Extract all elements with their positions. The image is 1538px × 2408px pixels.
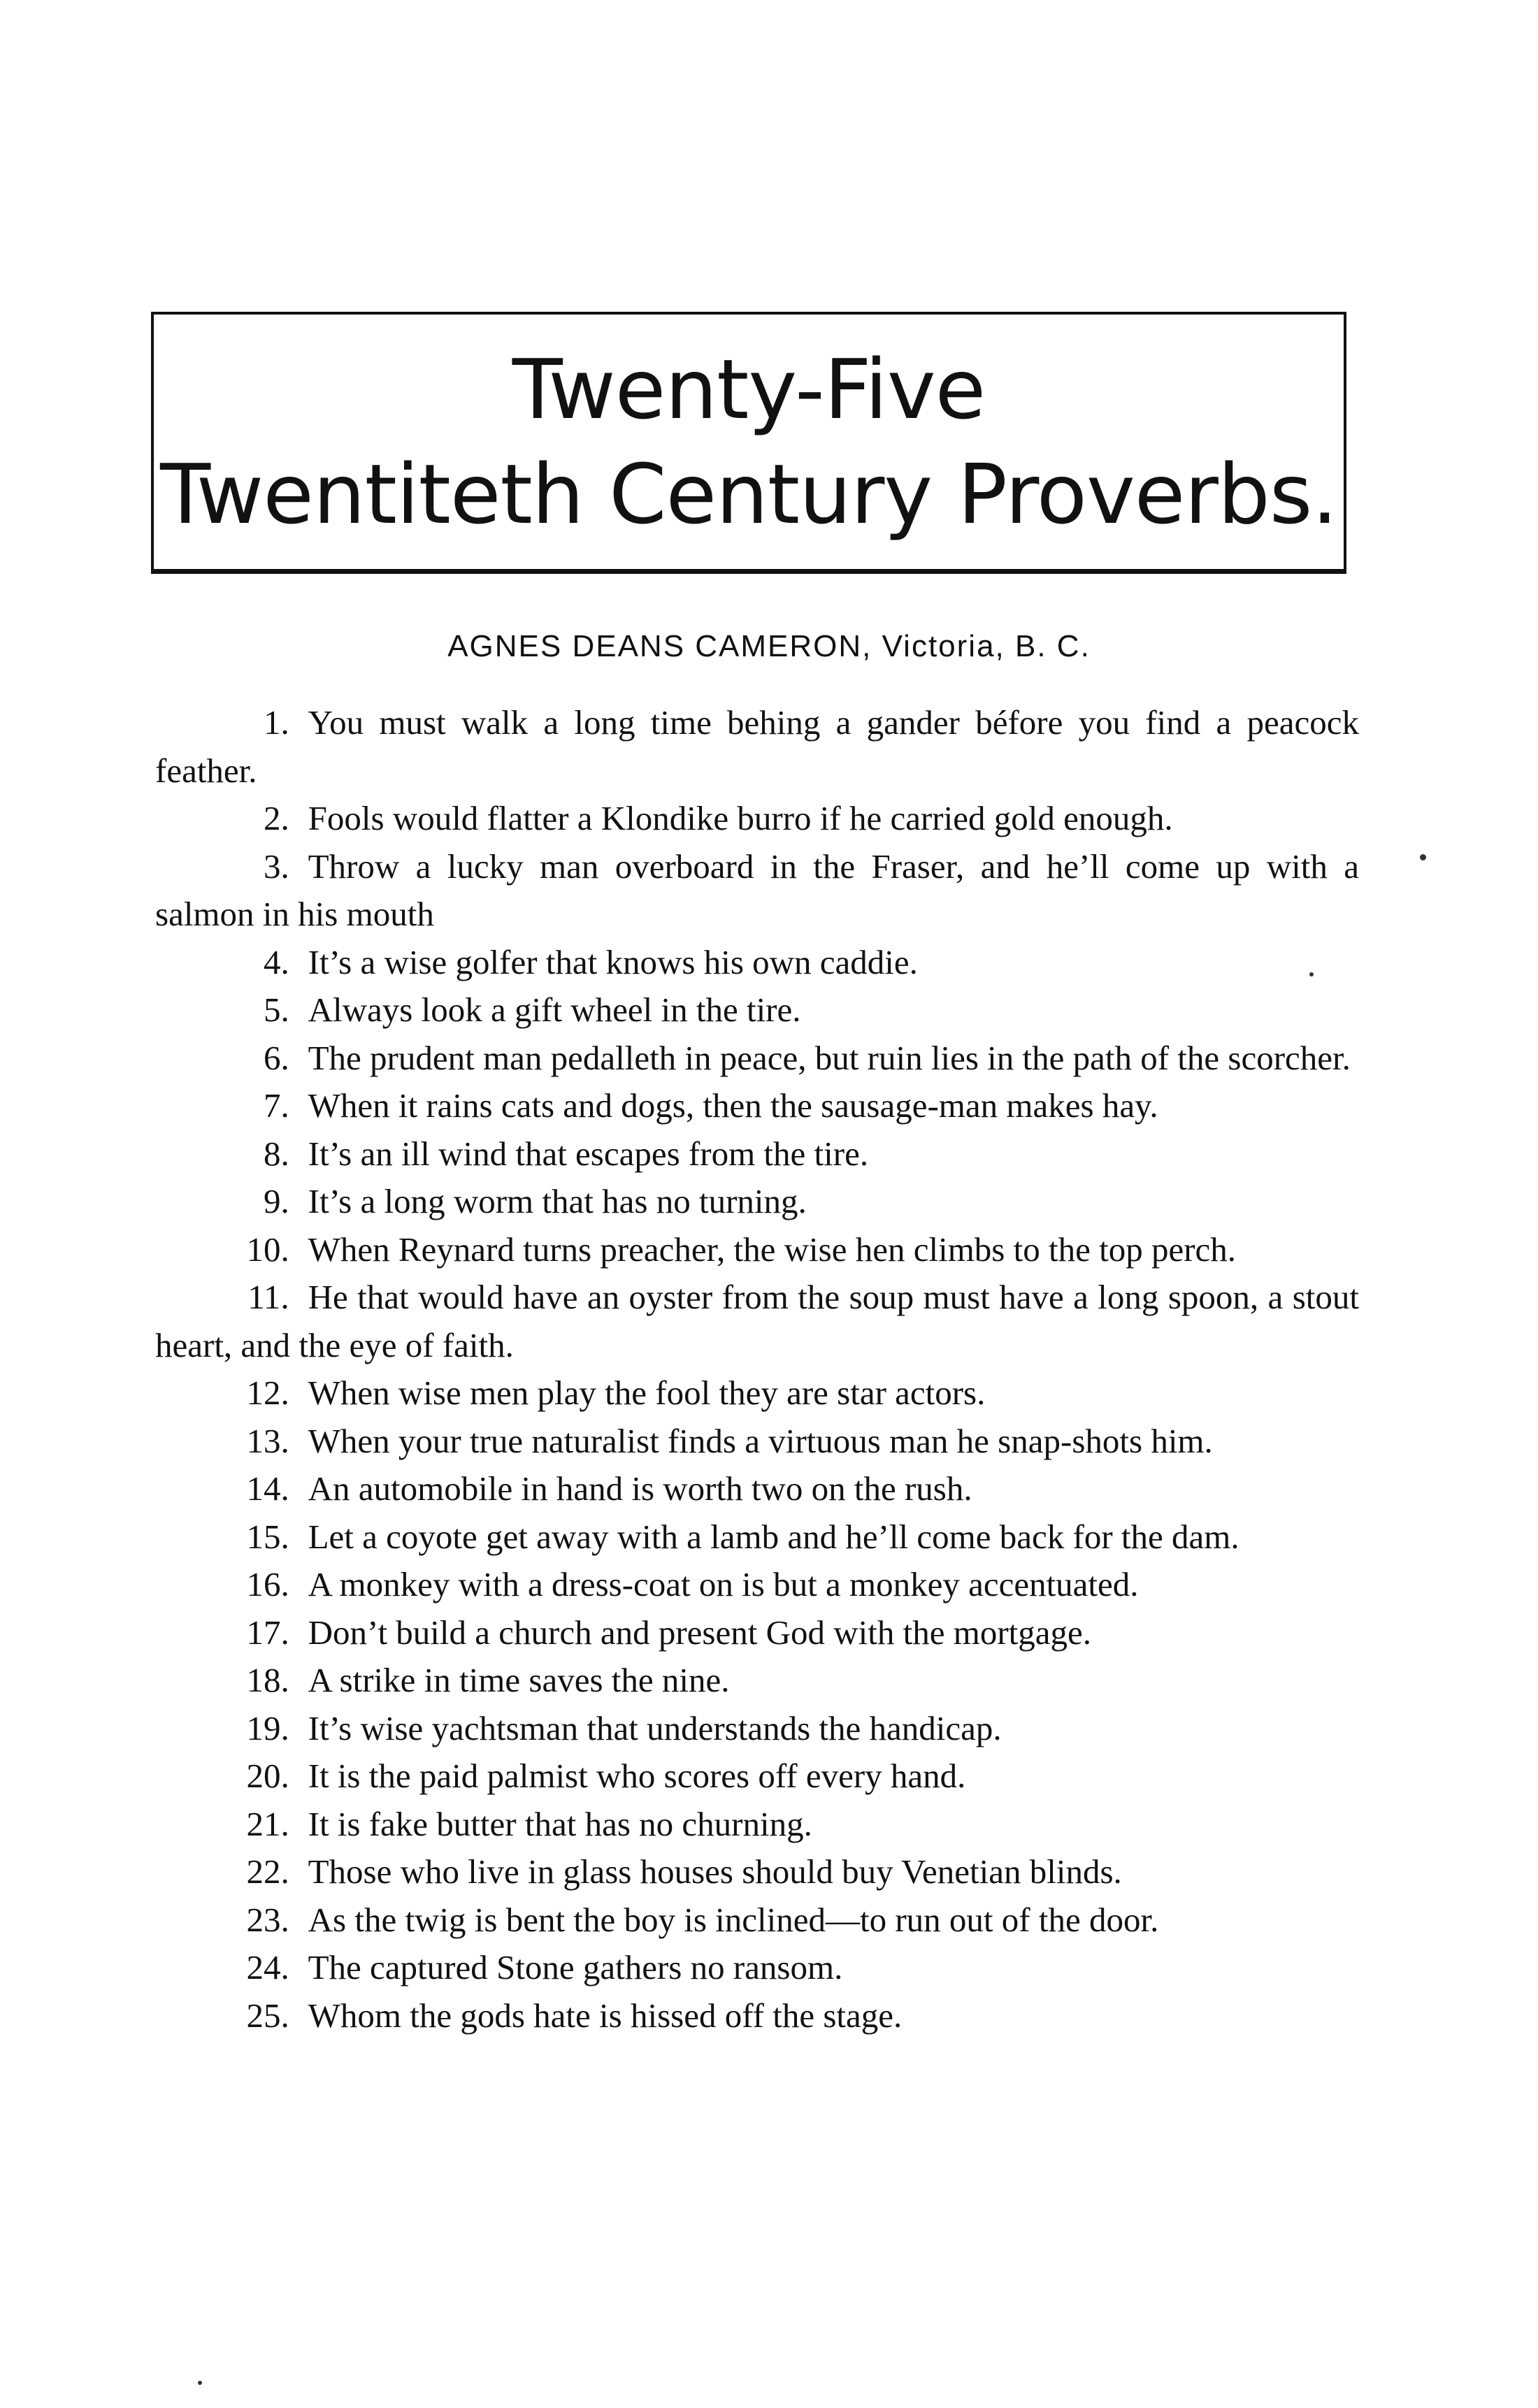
title-line-2: Twentiteth Century Proverbs. xyxy=(160,446,1337,542)
proverb-number: 14. xyxy=(246,1469,289,1508)
proverb-item xyxy=(155,1561,1359,1609)
proverb-text: Always look a gift wheel in the tire. xyxy=(308,990,801,1029)
proverb-text: The captured Stone gathers no ransom. xyxy=(308,1948,843,1987)
proverb-text: An automobile in hand is worth two on the rush. xyxy=(308,1469,972,1508)
proverb-text: A strike in time saves the nine. xyxy=(308,1661,730,1699)
proverb-number: 7. xyxy=(263,1086,289,1125)
proverb-text: Those who live in glass houses should buy Venetian blinds. xyxy=(308,1852,1122,1891)
proverb-item xyxy=(155,1609,1359,1657)
proverb-number: 18. xyxy=(246,1661,289,1699)
proverb-number: 12. xyxy=(246,1374,289,1412)
proverb-item xyxy=(155,1752,1359,1801)
print-speck xyxy=(1420,854,1426,860)
proverb-number: 23. xyxy=(246,1900,289,1939)
proverb-text: When Reynard turns preacher, the wise hen climbs to the top perch. xyxy=(308,1230,1237,1269)
proverb-text: When your true naturalist finds a virtuous man he snap-shots him. xyxy=(308,1421,1213,1460)
proverb-item xyxy=(155,1034,1359,1083)
proverb-number: 1. xyxy=(263,703,289,742)
proverb-text: Whom the gods hate is hissed off the stage. xyxy=(308,1996,903,2035)
proverb-text: It is the paid palmist who scores off every hand. xyxy=(308,1757,966,1795)
proverb-item xyxy=(155,1274,1359,1369)
proverb-text: It’s wise yachtsman that understands the handicap. xyxy=(308,1708,1002,1747)
proverb-number: 8. xyxy=(263,1134,289,1173)
proverb-number: 5. xyxy=(263,990,289,1029)
proverb-item xyxy=(155,795,1359,843)
proverb-text: Fools would flatter a Klondike burro if he carried gold enough. xyxy=(308,799,1173,837)
proverb-item xyxy=(155,1369,1359,1418)
proverb-number: 9. xyxy=(263,1182,289,1220)
proverb-text: When wise men play the fool they are star actors. xyxy=(308,1374,986,1412)
proverb-number: 25. xyxy=(246,1996,289,2035)
proverb-text: You must walk a long time behing a gander béfore you find a peacock feather. xyxy=(155,703,1359,790)
proverb-item xyxy=(155,699,1359,795)
proverb-item xyxy=(155,1657,1359,1705)
proverb-item xyxy=(155,843,1359,939)
proverb-number: 20. xyxy=(246,1757,289,1795)
proverb-number: 4. xyxy=(263,942,289,981)
print-speck xyxy=(1309,972,1314,976)
proverb-item xyxy=(155,1465,1359,1513)
proverb-item xyxy=(155,986,1359,1034)
proverb-item xyxy=(155,1178,1359,1226)
title-line-1: Twenty-Five xyxy=(512,341,986,438)
proverb-item xyxy=(155,1130,1359,1178)
proverb-number: 2. xyxy=(263,799,289,837)
proverb-number: 17. xyxy=(246,1613,289,1652)
title-box xyxy=(151,312,1346,574)
proverb-number: 21. xyxy=(246,1804,289,1843)
proverb-number: 24. xyxy=(246,1948,289,1987)
proverb-item xyxy=(155,1418,1359,1466)
proverb-item xyxy=(155,1992,1359,2040)
proverb-list xyxy=(155,699,1359,2040)
proverb-item xyxy=(155,1226,1359,1274)
proverb-number: 13. xyxy=(246,1421,289,1460)
proverb-item xyxy=(155,939,1359,987)
proverb-item xyxy=(155,1944,1359,1992)
proverb-number: 10. xyxy=(246,1230,289,1269)
proverb-number: 15. xyxy=(246,1517,289,1556)
proverb-text: When it rains cats and dogs, then the sausage-man makes hay. xyxy=(308,1086,1158,1125)
proverb-number: 22. xyxy=(246,1852,289,1891)
proverb-number: 16. xyxy=(246,1565,289,1603)
proverb-item xyxy=(155,1705,1359,1753)
proverb-text: A monkey with a dress-coat on is but a monkey accentuated. xyxy=(308,1565,1139,1603)
proverb-item xyxy=(155,1896,1359,1945)
proverb-text: As the twig is bent the boy is inclined—to run out of the door. xyxy=(308,1900,1159,1939)
proverb-text: It’s a wise golfer that knows his own caddie. xyxy=(308,942,918,981)
proverb-text: Don’t build a church and present God with the mortgage. xyxy=(308,1613,1091,1652)
print-speck xyxy=(198,2381,202,2385)
proverb-number: 3. xyxy=(263,846,289,886)
proverb-item xyxy=(155,1513,1359,1562)
proverb-text: Throw a lucky man overboard in the Fraser, and he’ll come up with a salmon in his mouth xyxy=(155,846,1359,933)
proverb-item xyxy=(155,1848,1359,1896)
proverb-text: It’s an ill wind that escapes from the tire. xyxy=(308,1134,869,1173)
proverb-number: 6. xyxy=(263,1038,289,1077)
proverb-text: Let a coyote get away with a lamb and he’ll come back for the dam. xyxy=(308,1517,1239,1556)
proverb-text: It is fake butter that has no churning. xyxy=(308,1804,812,1843)
proverb-item xyxy=(155,1082,1359,1130)
proverb-text: He that would have an oyster from the soup must have a long spoon, a stout heart, and the eye of faith. xyxy=(155,1278,1359,1364)
proverb-text: It’s a long worm that has no turning. xyxy=(308,1182,807,1220)
proverb-number: 11. xyxy=(247,1278,289,1316)
author-byline: AGNES DEANS CAMERON, Victoria, B. C. xyxy=(447,629,1091,663)
proverb-number: 19. xyxy=(246,1708,289,1747)
proverb-text: The prudent man pedalleth in peace, but ruin lies in the path of the scorcher. xyxy=(308,1038,1351,1077)
proverb-item xyxy=(155,1801,1359,1849)
